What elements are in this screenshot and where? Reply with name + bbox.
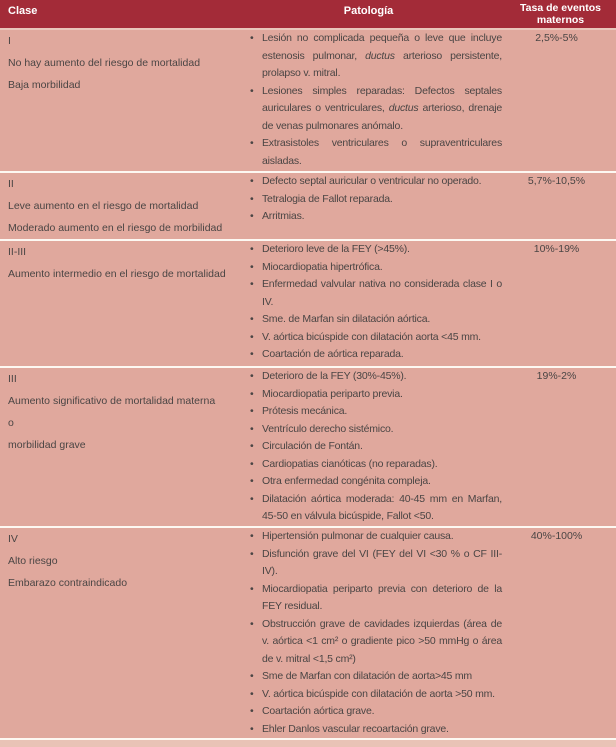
rate-cell: 2,5%-5%: [535, 32, 578, 44]
pathology-text: Prótesis mecánica.: [262, 405, 348, 417]
class-cell: [0, 173, 232, 239]
list-item: [250, 329, 502, 347]
pathology-text: Coartación de aórtica reparada.: [262, 348, 404, 360]
pathology-text: V. aórtica bicúspide con dilatación de aorta >50 mm.: [262, 687, 495, 700]
bullet-icon: •: [250, 440, 254, 452]
pathology-text: Lesiones simples reparadas: Defectos septales auriculares o ventriculares,: [262, 84, 502, 114]
class-line: III: [8, 373, 17, 385]
list-item: [250, 438, 502, 456]
pathology-text: Obstrucción grave de cavidades izquierdas (área de v. aórtica <1 cm² o gradiente pico >50 mmHg o área de v. mitral <1,5 cm²): [262, 617, 502, 665]
bullet-icon: •: [250, 137, 254, 149]
pathology-text: Deterioro de la FEY (30%-45%).: [262, 370, 407, 382]
class-cell: [0, 368, 232, 526]
pathology-text: Enfermedad valvular nativa no considerada clase I o IV.: [262, 278, 502, 308]
bullet-icon: •: [250, 387, 254, 400]
pathology-text: V. aórtica bicúspide con dilatación aorta <45 mm.: [262, 330, 481, 343]
list-item: [250, 259, 502, 277]
rate-cell: 10%-19%: [533, 243, 580, 255]
list-item: [250, 546, 502, 581]
pathology-text: Defecto septal auricular o ventricular no operado.: [262, 175, 482, 187]
bullet-icon: •: [250, 405, 254, 417]
pathology-text: Sme de Marfan con dilatación de aorta>45 mm: [262, 670, 472, 682]
bullet-icon: •: [250, 547, 254, 560]
bullet-icon: •: [250, 243, 254, 255]
list-item: [250, 311, 502, 329]
list-item: [250, 135, 502, 170]
pathology-text: Ehler Danlos vascular recoartación grave.: [262, 722, 449, 735]
bullet-icon: •: [250, 422, 254, 435]
header-tasa: Tasa de eventos maternos: [520, 2, 601, 26]
pathology-text: Tetralogia de Fallot reparada.: [262, 192, 393, 205]
pathology-text: Miocardiopatia periparto previa.: [262, 387, 403, 400]
list-item: [250, 346, 502, 364]
bullet-icon: •: [250, 670, 254, 682]
list-item: [250, 616, 502, 669]
bullet-icon: •: [250, 330, 254, 343]
class-line: I: [8, 35, 11, 47]
bullet-icon: •: [250, 175, 254, 187]
list-item: [250, 386, 502, 404]
pathology-text: Disfunción grave del VI (FEY del VI <30 % o CF III-IV).: [262, 547, 502, 577]
pathology-text-italic: ductus: [388, 102, 419, 114]
list-item: [250, 581, 502, 616]
list-item: [250, 456, 502, 474]
bullet-icon: •: [250, 722, 254, 735]
list-item: [250, 686, 502, 704]
pathology-text: Otra enfermedad congénita compleja.: [262, 475, 431, 487]
list-item: [250, 528, 502, 546]
pathology-text: Coartación aórtica grave.: [262, 705, 375, 717]
class-line: o: [8, 417, 14, 429]
pathology-cell: [232, 173, 505, 239]
rate-cell: 5,7%-10,5%: [527, 175, 586, 187]
bullet-icon: •: [250, 492, 254, 505]
table-row-class-i: [0, 30, 616, 171]
header-clase: Clase: [8, 5, 38, 17]
list-item: [250, 421, 502, 439]
bullet-icon: •: [250, 370, 254, 382]
pathology-text: Extrasistoles ventriculares o supraventriculares aisladas.: [262, 137, 502, 167]
class-line: Alto riesgo: [8, 555, 58, 567]
bullet-icon: •: [250, 705, 254, 717]
table-header-row: [0, 0, 616, 28]
list-item: [250, 368, 502, 386]
list-item: [250, 208, 502, 226]
pathology-text: Circulación de Fontán.: [262, 440, 363, 452]
class-line: II: [8, 178, 14, 190]
class-cell: [0, 30, 232, 171]
pathology-cell: [232, 368, 505, 526]
class-line: IV: [8, 533, 18, 545]
bullet-icon: •: [250, 348, 254, 360]
pathology-text: Ventrículo derecho sistémico.: [262, 422, 394, 435]
list-item: [250, 403, 502, 421]
bullet-icon: •: [250, 582, 254, 595]
class-cell: [0, 241, 232, 366]
list-item: [250, 83, 502, 136]
class-line: morbilidad grave: [8, 439, 86, 451]
pathology-cell: [232, 528, 505, 738]
list-item: [250, 491, 502, 526]
pathology-list: [250, 241, 502, 364]
list-item: [250, 173, 502, 191]
class-cell: [0, 528, 232, 738]
list-item: [250, 703, 502, 721]
bullet-icon: •: [250, 278, 254, 290]
bullet-icon: •: [250, 530, 254, 542]
rate-cell: 19%-2%: [536, 370, 577, 382]
pathology-list: [250, 368, 502, 526]
pathology-list: [250, 173, 502, 226]
list-item: [250, 721, 502, 739]
list-item: [250, 276, 502, 311]
class-line: Aumento significativo de mortalidad materna: [8, 395, 216, 407]
pathology-text: Hipertensión pulmonar de cualquier causa.: [262, 530, 454, 542]
list-item: [250, 191, 502, 209]
bullet-icon: •: [250, 260, 254, 273]
table-row-class-iii: [0, 368, 616, 526]
pathology-text: Arritmias.: [262, 210, 305, 222]
pathology-text: Deterioro leve de la FEY (>45%).: [262, 243, 410, 255]
header-patologia: Patología: [343, 5, 394, 17]
pathology-text: arterioso, drenaje de venas pulmonares anómalo.: [262, 102, 502, 132]
class-line: Aumento intermedio en el riesgo de mortalidad: [8, 268, 226, 280]
class-line: Baja morbilidad: [8, 79, 81, 91]
list-item: [250, 668, 502, 686]
pathology-text: Sme. de Marfan sin dilatación aórtica.: [262, 313, 431, 325]
bullet-icon: •: [250, 210, 254, 222]
class-line: II-III: [8, 246, 27, 258]
pathology-cell: [232, 241, 505, 366]
bullet-icon: •: [250, 617, 254, 630]
bullet-icon: •: [250, 192, 254, 205]
pathology-text: Miocardiopatia periparto previa con deterioro de la FEY residual.: [262, 582, 502, 612]
bullet-icon: •: [250, 687, 254, 700]
class-line: Moderado aumento en el riesgo de morbilidad: [8, 222, 223, 234]
table-row-class-ii: [0, 173, 616, 239]
class-line: No hay aumento del riesgo de mortalidad: [8, 57, 201, 69]
pathology-text: Dilatación aórtica moderada: 40-45 mm en Marfan, 45-50 en válvula bicúspide, Fallot <50.: [262, 492, 502, 522]
pathology-cell: [232, 30, 505, 171]
bullet-icon: •: [250, 457, 254, 470]
bullet-icon: •: [250, 313, 254, 325]
list-item: [250, 30, 502, 83]
pathology-text: arterioso persistente, prolapso v. mitral.: [262, 49, 502, 79]
bullet-icon: •: [250, 32, 254, 44]
class-line: Leve aumento en el riesgo de mortalidad: [8, 200, 199, 212]
class-line: Embarazo contraindicado: [8, 577, 128, 589]
pathology-list: [250, 30, 502, 170]
pathology-text: Cardiopatias cianóticas (no reparadas).: [262, 457, 438, 470]
table-footer-strip: [0, 740, 616, 747]
table-row-class-ii-iii: [0, 241, 616, 366]
pathology-list: [250, 528, 502, 738]
bullet-icon: •: [250, 475, 254, 487]
table-row-class-iv: [0, 528, 616, 738]
bullet-icon: •: [250, 84, 254, 97]
pathology-text-italic: ductus: [365, 49, 395, 62]
list-item: [250, 473, 502, 491]
pathology-text: Miocardiopatia hipertrófica.: [262, 260, 383, 273]
list-item: [250, 241, 502, 259]
rate-cell: 40%-100%: [530, 530, 583, 542]
pathology-text: Lesión no complicada pequeña o leve que incluye estenosis pulmonar,: [262, 32, 502, 62]
